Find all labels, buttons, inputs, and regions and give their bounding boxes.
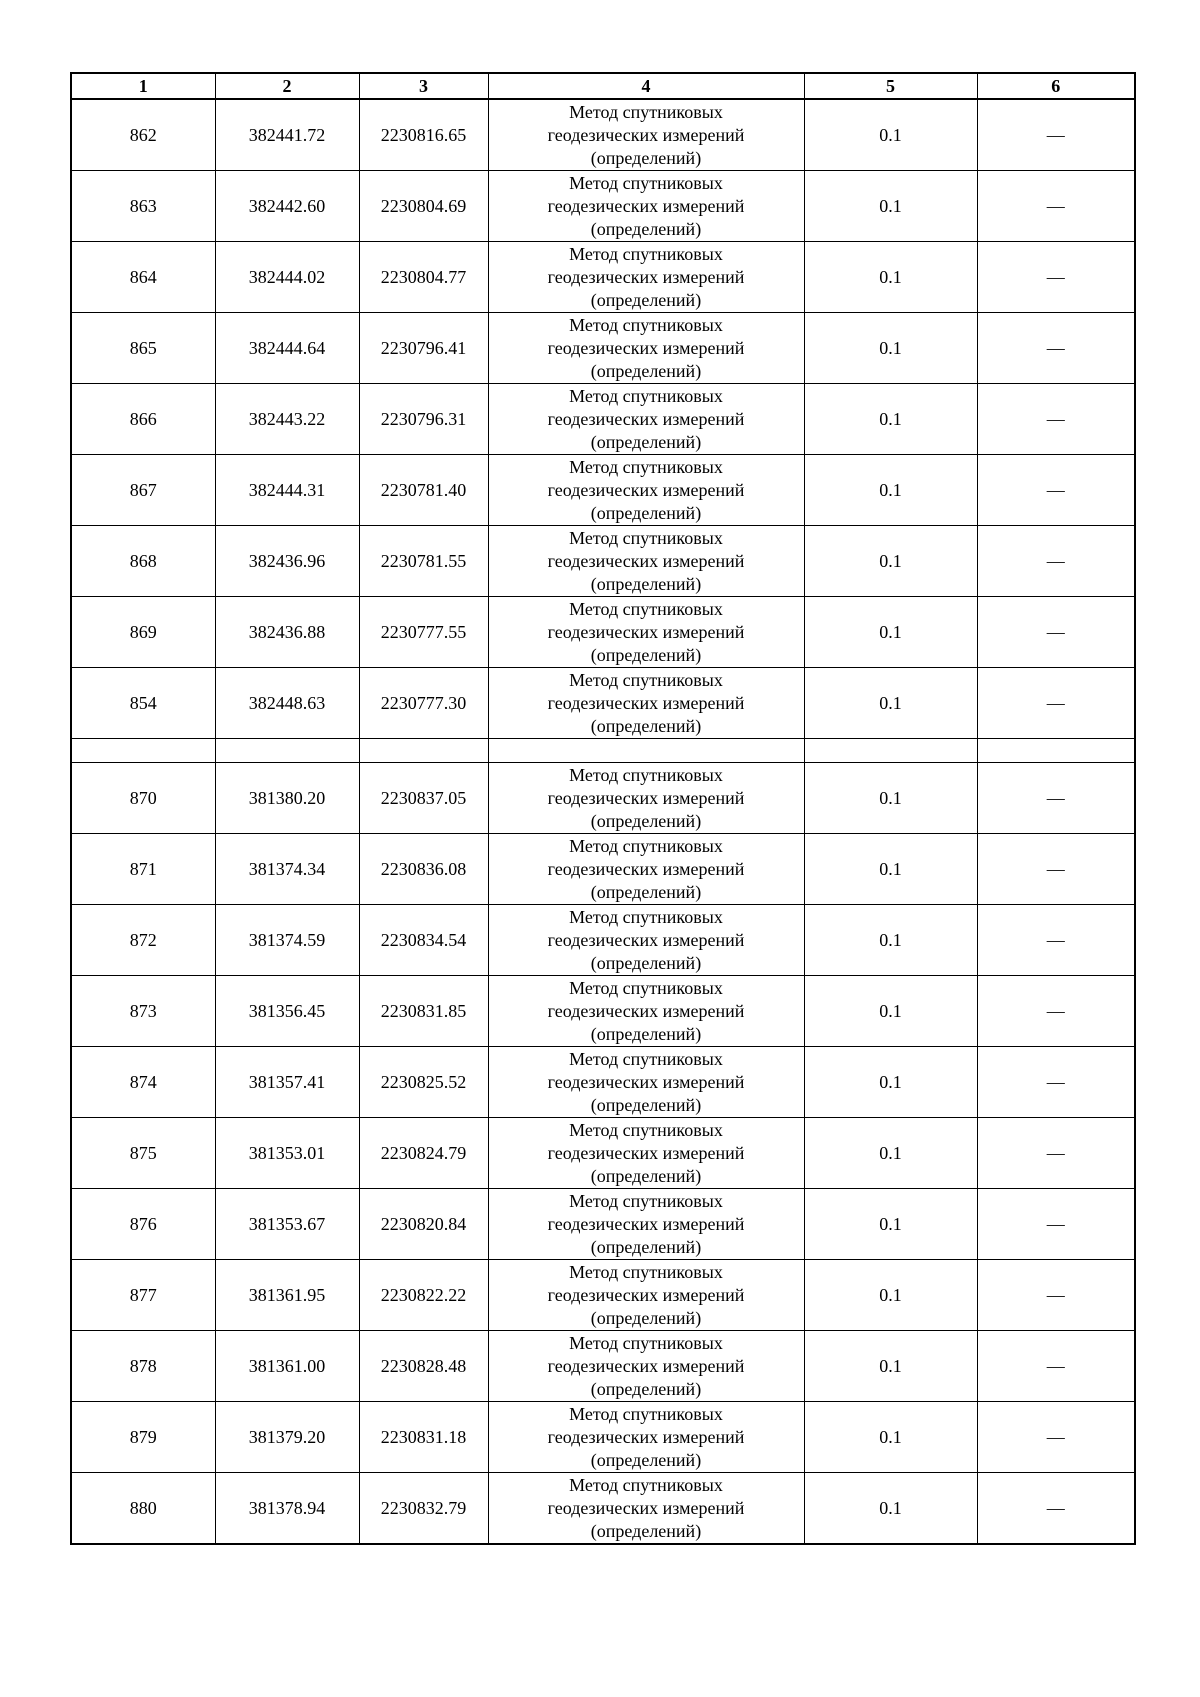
y-coordinate-cell [359,763,488,834]
x-coordinate-cell [215,171,359,242]
x-coordinate-cell-text: 381361.95 [248,1284,326,1305]
accuracy-cell [804,1402,977,1473]
x-coordinate-cell [215,905,359,976]
point-number-cell-text: 878 [129,1355,157,1376]
point-number-cell [71,668,215,739]
x-coordinate-cell [215,976,359,1047]
description-cell [977,526,1135,597]
x-coordinate-cell [215,1118,359,1189]
y-coordinate-cell-text: 2230836.08 [380,858,467,879]
table-row [71,1118,1135,1189]
y-coordinate-cell [359,597,488,668]
x-coordinate-cell [215,763,359,834]
table-row [71,1189,1135,1260]
table-row [71,1260,1135,1331]
y-coordinate-cell [359,313,488,384]
table-row [71,313,1135,384]
description-cell-text: — [1046,787,1065,808]
group-separator-row [71,739,1135,763]
description-cell-text: — [1046,1213,1065,1234]
y-coordinate-cell-text: 2230781.55 [380,550,467,571]
x-coordinate-cell [215,242,359,313]
accuracy-cell-text: 0.1 [879,1426,902,1447]
empty-cell [977,739,1135,763]
y-coordinate-cell-text: 2230832.79 [380,1497,467,1518]
description-cell [977,1047,1135,1118]
y-coordinate-cell [359,384,488,455]
description-cell-text: — [1046,1426,1065,1447]
method-cell [488,384,804,455]
table-row [71,597,1135,668]
method-cell [488,1331,804,1402]
method-cell-text: Метод спутниковых геодезических измерений (определений) [547,1119,745,1186]
x-coordinate-cell [215,384,359,455]
accuracy-cell [804,99,977,171]
accuracy-cell [804,455,977,526]
description-cell [977,1331,1135,1402]
method-cell [488,99,804,171]
method-cell [488,526,804,597]
y-coordinate-cell [359,834,488,905]
description-cell-text: — [1046,1142,1065,1163]
y-coordinate-cell-text: 2230777.30 [380,692,467,713]
accuracy-cell-text: 0.1 [879,1000,902,1021]
point-number-cell [71,976,215,1047]
method-cell-text: Метод спутниковых геодезических измерений (определений) [547,1474,745,1541]
y-coordinate-cell [359,455,488,526]
x-coordinate-cell [215,668,359,739]
accuracy-cell [804,668,977,739]
table-row [71,1402,1135,1473]
description-cell-text: — [1046,1071,1065,1092]
accuracy-cell [804,1047,977,1118]
table-row [71,834,1135,905]
accuracy-cell [804,763,977,834]
accuracy-cell [804,834,977,905]
method-cell [488,1260,804,1331]
method-cell-text: Метод спутниковых геодезических измерений (определений) [547,172,745,239]
y-coordinate-cell-text: 2230781.40 [380,479,467,500]
table-row [71,763,1135,834]
method-cell-text: Метод спутниковых геодезических измерений (определений) [547,1261,745,1328]
x-coordinate-cell-text: 381353.67 [248,1213,326,1234]
y-coordinate-cell-text: 2230824.79 [380,1142,467,1163]
empty-cell [215,739,359,763]
table-row [71,905,1135,976]
point-number-cell-text: 862 [129,124,157,145]
method-cell-text: Метод спутниковых геодезических измерений (определений) [547,1332,745,1399]
point-number-cell [71,455,215,526]
y-coordinate-cell-text: 2230837.05 [380,787,467,808]
point-number-cell-text: 870 [129,787,157,808]
method-cell-text: Метод спутниковых геодезических измерений (определений) [547,1403,745,1470]
table-row [71,455,1135,526]
y-coordinate-cell [359,1189,488,1260]
point-number-cell [71,1473,215,1545]
description-cell-text: — [1046,1000,1065,1021]
table-header [71,73,1135,99]
description-cell-text: — [1046,1497,1065,1518]
accuracy-cell [804,526,977,597]
method-cell-text: Метод спутниковых геодезических измерений (определений) [547,906,745,973]
y-coordinate-cell-text: 2230796.31 [380,408,467,429]
accuracy-cell-text: 0.1 [879,1284,902,1305]
description-cell [977,597,1135,668]
y-coordinate-cell [359,242,488,313]
description-cell [977,242,1135,313]
y-coordinate-cell-text: 2230796.41 [380,337,467,358]
point-number-cell-text: 863 [129,195,157,216]
accuracy-cell-text: 0.1 [879,692,902,713]
x-coordinate-cell-text: 381374.59 [248,929,326,950]
accuracy-cell [804,242,977,313]
accuracy-cell-text: 0.1 [879,1142,902,1163]
method-cell-text: Метод спутниковых геодезических измерений (определений) [547,1048,745,1115]
method-cell [488,171,804,242]
table-row [71,1473,1135,1545]
x-coordinate-cell-text: 381357.41 [248,1071,326,1092]
method-cell [488,1047,804,1118]
description-cell-text: — [1046,621,1065,642]
method-cell-text: Метод спутниковых геодезических измерений (определений) [547,385,745,452]
accuracy-cell-text: 0.1 [879,1071,902,1092]
x-coordinate-cell-text: 381361.00 [248,1355,326,1376]
column-header-2: 2 [215,73,359,99]
description-cell-text: — [1046,266,1065,287]
accuracy-cell-text: 0.1 [879,929,902,950]
description-cell [977,99,1135,171]
description-cell [977,668,1135,739]
table-row [71,668,1135,739]
point-number-cell-text: 864 [129,266,157,287]
x-coordinate-cell [215,1402,359,1473]
y-coordinate-cell-text: 2230831.85 [380,1000,467,1021]
description-cell [977,1189,1135,1260]
x-coordinate-cell [215,455,359,526]
accuracy-cell [804,1260,977,1331]
x-coordinate-cell-text: 381353.01 [248,1142,326,1163]
y-coordinate-cell-text: 2230820.84 [380,1213,467,1234]
point-number-cell-text: 868 [129,550,157,571]
column-header-6: 6 [977,73,1135,99]
coordinates-table [70,72,1136,1545]
accuracy-cell [804,1118,977,1189]
y-coordinate-cell [359,1402,488,1473]
method-cell-text: Метод спутниковых геодезических измерений (определений) [547,456,745,523]
method-cell [488,455,804,526]
point-number-cell-text: 871 [129,858,157,879]
point-number-cell-text: 854 [129,692,157,713]
y-coordinate-cell [359,171,488,242]
point-number-cell [71,1402,215,1473]
x-coordinate-cell [215,99,359,171]
accuracy-cell [804,1473,977,1545]
point-number-cell [71,313,215,384]
point-number-cell [71,597,215,668]
y-coordinate-cell-text: 2230804.69 [380,195,467,216]
table-row [71,242,1135,313]
point-number-cell-text: 872 [129,929,157,950]
y-coordinate-cell-text: 2230816.65 [380,124,467,145]
accuracy-cell-text: 0.1 [879,621,902,642]
description-cell [977,1402,1135,1473]
y-coordinate-cell-text: 2230834.54 [380,929,467,950]
accuracy-cell [804,976,977,1047]
y-coordinate-cell [359,668,488,739]
description-cell-text: — [1046,929,1065,950]
x-coordinate-cell-text: 382441.72 [248,124,326,145]
x-coordinate-cell [215,1473,359,1545]
y-coordinate-cell [359,905,488,976]
accuracy-cell-text: 0.1 [879,479,902,500]
x-coordinate-cell [215,834,359,905]
method-cell [488,1473,804,1545]
description-cell [977,834,1135,905]
x-coordinate-cell [215,1189,359,1260]
method-cell-text: Метод спутниковых геодезических измерений (определений) [547,101,745,168]
point-number-cell-text: 880 [129,1497,157,1518]
description-cell-text: — [1046,124,1065,145]
x-coordinate-cell-text: 382448.63 [248,692,326,713]
description-cell [977,384,1135,455]
point-number-cell [71,763,215,834]
x-coordinate-cell-text: 382444.02 [248,266,326,287]
point-number-cell [71,834,215,905]
point-number-cell-text: 877 [129,1284,157,1305]
point-number-cell [71,1118,215,1189]
method-cell [488,242,804,313]
y-coordinate-cell [359,526,488,597]
column-header-1: 1 [71,73,215,99]
method-cell-text: Метод спутниковых геодезических измерений (определений) [547,669,745,736]
description-cell-text: — [1046,550,1065,571]
method-cell-text: Метод спутниковых геодезических измерений (определений) [547,835,745,902]
method-cell [488,313,804,384]
x-coordinate-cell [215,313,359,384]
accuracy-cell-text: 0.1 [879,1355,902,1376]
method-cell [488,668,804,739]
point-number-cell [71,242,215,313]
y-coordinate-cell [359,1473,488,1545]
accuracy-cell [804,1189,977,1260]
point-number-cell [71,1047,215,1118]
y-coordinate-cell [359,1331,488,1402]
description-cell-text: — [1046,858,1065,879]
accuracy-cell-text: 0.1 [879,124,902,145]
x-coordinate-cell [215,597,359,668]
x-coordinate-cell-text: 382444.64 [248,337,326,358]
empty-cell [804,739,977,763]
description-cell [977,1473,1135,1545]
accuracy-cell-text: 0.1 [879,1213,902,1234]
point-number-cell [71,526,215,597]
point-number-cell-text: 879 [129,1426,157,1447]
x-coordinate-cell-text: 381380.20 [248,787,326,808]
accuracy-cell [804,384,977,455]
y-coordinate-cell [359,976,488,1047]
table-row [71,526,1135,597]
description-cell [977,455,1135,526]
y-coordinate-cell-text: 2230804.77 [380,266,467,287]
method-cell [488,1189,804,1260]
method-cell [488,1402,804,1473]
accuracy-cell [804,313,977,384]
method-cell [488,763,804,834]
point-number-cell [71,1331,215,1402]
empty-cell [488,739,804,763]
x-coordinate-cell-text: 382444.31 [248,479,326,500]
method-cell-text: Метод спутниковых геодезических измерений (определений) [547,764,745,831]
description-cell-text: — [1046,337,1065,358]
y-coordinate-cell [359,99,488,171]
point-number-cell-text: 873 [129,1000,157,1021]
column-header-4: 4 [488,73,804,99]
point-number-cell [71,905,215,976]
y-coordinate-cell-text: 2230777.55 [380,621,467,642]
description-cell [977,171,1135,242]
x-coordinate-cell [215,1047,359,1118]
accuracy-cell-text: 0.1 [879,858,902,879]
method-cell-text: Метод спутниковых геодезических измерений (определений) [547,243,745,310]
x-coordinate-cell-text: 381379.20 [248,1426,326,1447]
point-number-cell-text: 869 [129,621,157,642]
description-cell [977,313,1135,384]
x-coordinate-cell-text: 381374.34 [248,858,326,879]
method-cell [488,976,804,1047]
x-coordinate-cell-text: 382436.88 [248,621,326,642]
point-number-cell [71,1260,215,1331]
method-cell [488,597,804,668]
accuracy-cell-text: 0.1 [879,787,902,808]
accuracy-cell-text: 0.1 [879,408,902,429]
method-cell-text: Метод спутниковых геодезических измерений (определений) [547,1190,745,1257]
description-cell-text: — [1046,195,1065,216]
y-coordinate-cell-text: 2230831.18 [380,1426,467,1447]
description-cell-text: — [1046,692,1065,713]
point-number-cell-text: 866 [129,408,157,429]
table-row [71,384,1135,455]
point-number-cell [71,171,215,242]
y-coordinate-cell [359,1047,488,1118]
description-cell-text: — [1046,479,1065,500]
x-coordinate-cell [215,526,359,597]
description-cell [977,905,1135,976]
method-cell [488,905,804,976]
table-row [71,1047,1135,1118]
point-number-cell [71,1189,215,1260]
accuracy-cell-text: 0.1 [879,1497,902,1518]
table-body [71,99,1135,1544]
point-number-cell-text: 876 [129,1213,157,1234]
accuracy-cell [804,597,977,668]
empty-cell [359,739,488,763]
y-coordinate-cell-text: 2230828.48 [380,1355,467,1376]
method-cell-text: Метод спутниковых геодезических измерений (определений) [547,977,745,1044]
column-header-5: 5 [804,73,977,99]
accuracy-cell-text: 0.1 [879,195,902,216]
point-number-cell-text: 874 [129,1071,157,1092]
x-coordinate-cell [215,1331,359,1402]
description-cell [977,976,1135,1047]
table-row [71,1331,1135,1402]
accuracy-cell [804,905,977,976]
description-cell [977,763,1135,834]
method-cell-text: Метод спутниковых геодезических измерений (определений) [547,598,745,665]
point-number-cell [71,99,215,171]
table-row [71,171,1135,242]
accuracy-cell [804,1331,977,1402]
description-cell [977,1260,1135,1331]
point-number-cell [71,384,215,455]
description-cell-text: — [1046,408,1065,429]
method-cell [488,1118,804,1189]
column-header-3: 3 [359,73,488,99]
description-cell-text: — [1046,1284,1065,1305]
accuracy-cell-text: 0.1 [879,550,902,571]
method-cell-text: Метод спутниковых геодезических измерений (определений) [547,314,745,381]
y-coordinate-cell-text: 2230825.52 [380,1071,467,1092]
y-coordinate-cell-text: 2230822.22 [380,1284,467,1305]
accuracy-cell-text: 0.1 [879,266,902,287]
x-coordinate-cell-text: 381378.94 [248,1497,326,1518]
x-coordinate-cell-text: 382443.22 [248,408,326,429]
point-number-cell-text: 867 [129,479,157,500]
empty-cell [71,739,215,763]
point-number-cell-text: 865 [129,337,157,358]
x-coordinate-cell-text: 381356.45 [248,1000,326,1021]
accuracy-cell-text: 0.1 [879,337,902,358]
accuracy-cell [804,171,977,242]
method-cell-text: Метод спутниковых геодезических измерений (определений) [547,527,745,594]
x-coordinate-cell-text: 382436.96 [248,550,326,571]
point-number-cell-text: 875 [129,1142,157,1163]
table-row [71,99,1135,171]
description-cell-text: — [1046,1355,1065,1376]
y-coordinate-cell [359,1118,488,1189]
description-cell [977,1118,1135,1189]
method-cell [488,834,804,905]
x-coordinate-cell [215,1260,359,1331]
x-coordinate-cell-text: 382442.60 [248,195,326,216]
table-row [71,976,1135,1047]
header-row [71,73,1135,99]
y-coordinate-cell [359,1260,488,1331]
